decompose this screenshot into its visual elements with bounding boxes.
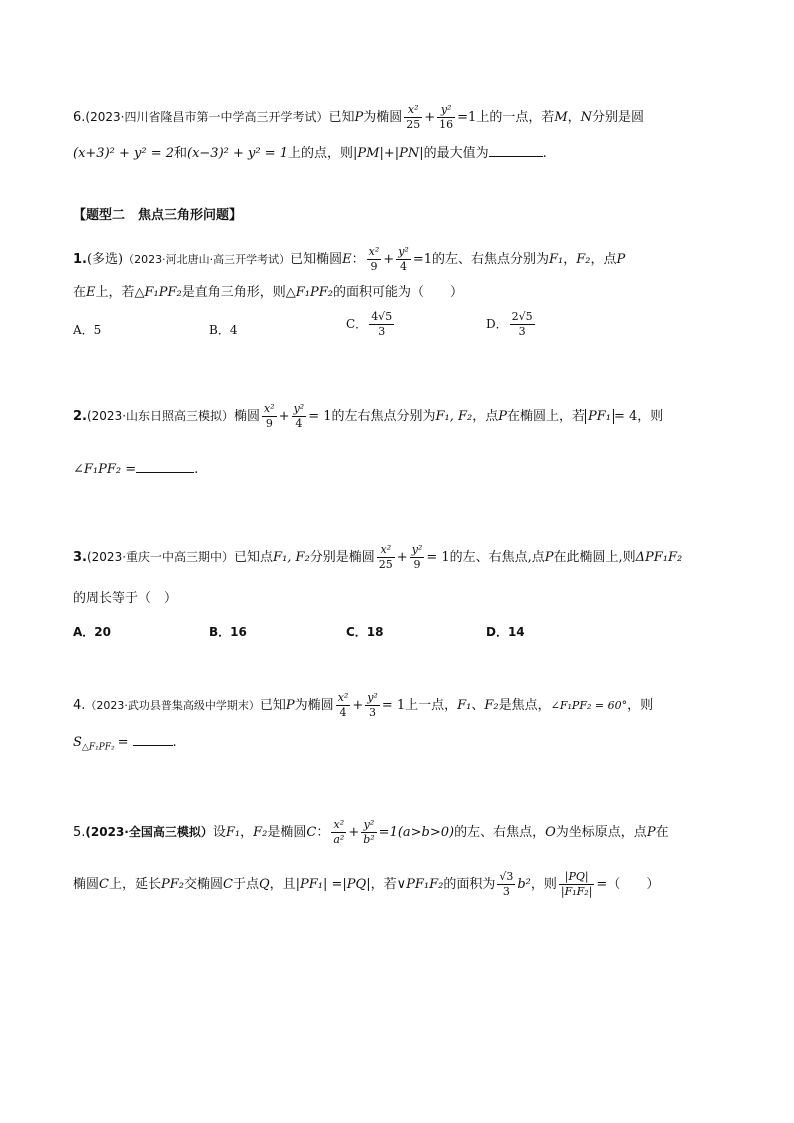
q5-triangle: ∨PF₁F₂	[396, 877, 444, 892]
q6-var-p: P	[354, 110, 364, 125]
q5-line2: 椭圆C上，延长PF₂交椭圆C于点Q，且|PF₁| =|PQ|，若∨PF₁F₂的面积为 $\frac{√3}{3}$ b²，则 $\frac{|PQ|}{\text{|F₁F₂|}}$ =（ ）	[73, 870, 660, 898]
q5-area-frac: $\frac{√3}{3}$	[499, 870, 514, 898]
q2-line1: 2.(2023·山东日照高三模拟）椭圆 $\frac{\text{x²}}{9}$ + $\frac{\text{y²}}{4}$ = 1的左右焦点分别为F₁, F₂，点P在椭圆上，若 PF₁ = 4，则	[73, 402, 664, 430]
q4-line1: 4.（2023·武功县普集高级中学期末）已知P为椭圆 $\frac{\text{x²}}{4}$ + $\frac{\text{y²}}{3}$ = 1上一点，F₁、F₂是焦点，∠F₁PF₂ = 60°，则	[73, 691, 654, 719]
q3-frac-y: $\frac{\text{y²}}{9}$	[411, 543, 423, 571]
q2-answer-blank[interactable]	[136, 460, 194, 473]
q1-option-b[interactable]: B．4	[209, 323, 238, 337]
q4-source: （2023·武功县普集高级中学期末）	[85, 699, 260, 712]
q3-line2: 的周长等于（ ）	[73, 591, 178, 606]
q4-number: 4.	[73, 698, 86, 713]
q6-source: (2023·四川省隆昌市第一中学高三开学考试）	[85, 110, 329, 124]
q2-frac-x: $\frac{\text{x²}}{9}$	[264, 402, 275, 430]
q1-number: 1.	[73, 252, 87, 267]
q6-frac-x: $\frac{\text{x²}}{25}$	[406, 103, 421, 131]
q5-source: (2023·全国高三模拟）	[85, 825, 213, 839]
q3-option-d[interactable]: D．14	[486, 625, 525, 639]
q5-number: 5.	[73, 825, 86, 840]
q1-frac-x: $\frac{\text{x²}}{9}$	[368, 245, 380, 273]
q5-frac-y: $\frac{\text{y²}}{\text{b²}}$	[363, 818, 375, 846]
q1-frac-y: $\frac{\text{y²}}{4}$	[398, 245, 409, 273]
q6-var-m: M	[554, 110, 568, 125]
q4-answer-blank[interactable]	[133, 733, 173, 746]
q3-option-b[interactable]: B．16	[209, 625, 247, 639]
q1-source: （2023·河北唐山·高三开学考试）	[123, 253, 291, 266]
q3-source: (2023·重庆一中高三期中）	[86, 550, 235, 564]
q1-line1: 1.(多选)（2023·河北唐山·高三开学考试）已知椭圆E： $\frac{\text{x²}}{9}$ + $\frac{\text{y²}}{4}$ =1的左、右焦点分别为F₁，F₂，点P	[73, 245, 626, 273]
q6-expr: |PM|+|PN|	[353, 146, 424, 161]
q6-eq-tail: =1	[457, 110, 477, 125]
q1-option-d[interactable]: D． $\frac{2√5}{3}$	[486, 310, 533, 338]
q2-line2: ∠F₁PF₂ = .	[73, 462, 199, 477]
q4-frac-x: $\frac{\text{x²}}{4}$	[337, 691, 349, 719]
q1-option-c[interactable]: C． $\frac{4√5}{3}$	[346, 310, 393, 338]
q5-line1: 5.(2023·全国高三模拟）设F₁，F₂是椭圆C： $\frac{\text{x²}}{\text{a²}}$ + $\frac{\text{y²}}{\text{b²}}$ =1(a>b>0)的左、右焦点，O为坐标原点，点P在	[73, 818, 669, 846]
q2-frac-y: $\frac{\text{y²}}{4}$	[293, 402, 305, 430]
q6-text: 上的一点，若	[476, 110, 555, 125]
q1-line2: 在E上，若△F₁PF₂是直角三角形，则△F₁PF₂的面积可能为（ ）	[73, 285, 463, 300]
q4-angle: ∠F₁PF₂ = 60°	[550, 699, 628, 712]
q3-number: 3.	[73, 550, 87, 565]
q6-var-n: N	[580, 110, 593, 125]
q2-abs-pf1: PF₁	[585, 409, 614, 424]
q6-number: 6.	[73, 110, 86, 125]
q3-line1: 3.(2023·重庆一中高三期中）已知点F₁, F₂分别是椭圆 $\frac{\text{x²}}{25}$ + $\frac{\text{y²}}{9}$ = 1的左、右焦点,点P在此椭圆上,则ΔPF₁F₂	[73, 543, 683, 571]
q1-tag: (多选)	[86, 252, 124, 267]
q6-line2: (x+3)² + y² = 2和(x−3)² + y² = 1上的点，则|PM|+|PN|的最大值为 .	[73, 146, 547, 161]
q6-circle1: (x+3)² + y² = 2	[73, 146, 174, 161]
q1-option-a[interactable]: A．5	[73, 323, 102, 337]
q6-line1: 6.(2023·四川省隆昌市第一中学高三开学考试）已知P为椭圆 $\frac{\text{x²}}{25}$ + $\frac{\text{y²}}{16}$ =1上的一点，若M，N分别是圆	[73, 103, 645, 131]
q6-text: 为椭圆	[363, 110, 403, 125]
q4-line2: $S_{\triangle F_1PF_2}$ = .	[73, 735, 177, 753]
q6-text: 已知	[328, 110, 355, 125]
q2-number: 2.	[73, 409, 87, 424]
q3-option-c[interactable]: C．18	[346, 625, 384, 639]
q6-text: 分别是圆	[592, 110, 645, 125]
section-title: 【题型二 焦点三角形问题】	[73, 208, 243, 223]
q5-condition: |PF₁| =|PQ|	[295, 877, 371, 892]
q2-angle: ∠F₁PF₂ =	[73, 462, 137, 477]
q5-frac-x: $\frac{\text{x²}}{\text{a²}}$	[333, 818, 345, 846]
q6-frac-y: $\frac{\text{y²}}{16}$	[439, 103, 454, 131]
q6-answer-blank[interactable]	[489, 144, 543, 157]
q5-ratio-frac: $\frac{|PQ|}{\text{|F₁F₂|}}$	[560, 870, 593, 898]
q4-frac-y: $\frac{\text{y²}}{3}$	[367, 691, 378, 719]
q2-source: (2023·山东日照高三模拟）	[86, 409, 235, 423]
q3-frac-x: $\frac{\text{x²}}{25}$	[378, 543, 393, 571]
q6-circle2: (x−3)² + y² = 1	[187, 146, 289, 161]
q3-triangle: ΔPF₁F₂	[635, 550, 683, 565]
q3-option-a[interactable]: A．20	[73, 625, 111, 639]
